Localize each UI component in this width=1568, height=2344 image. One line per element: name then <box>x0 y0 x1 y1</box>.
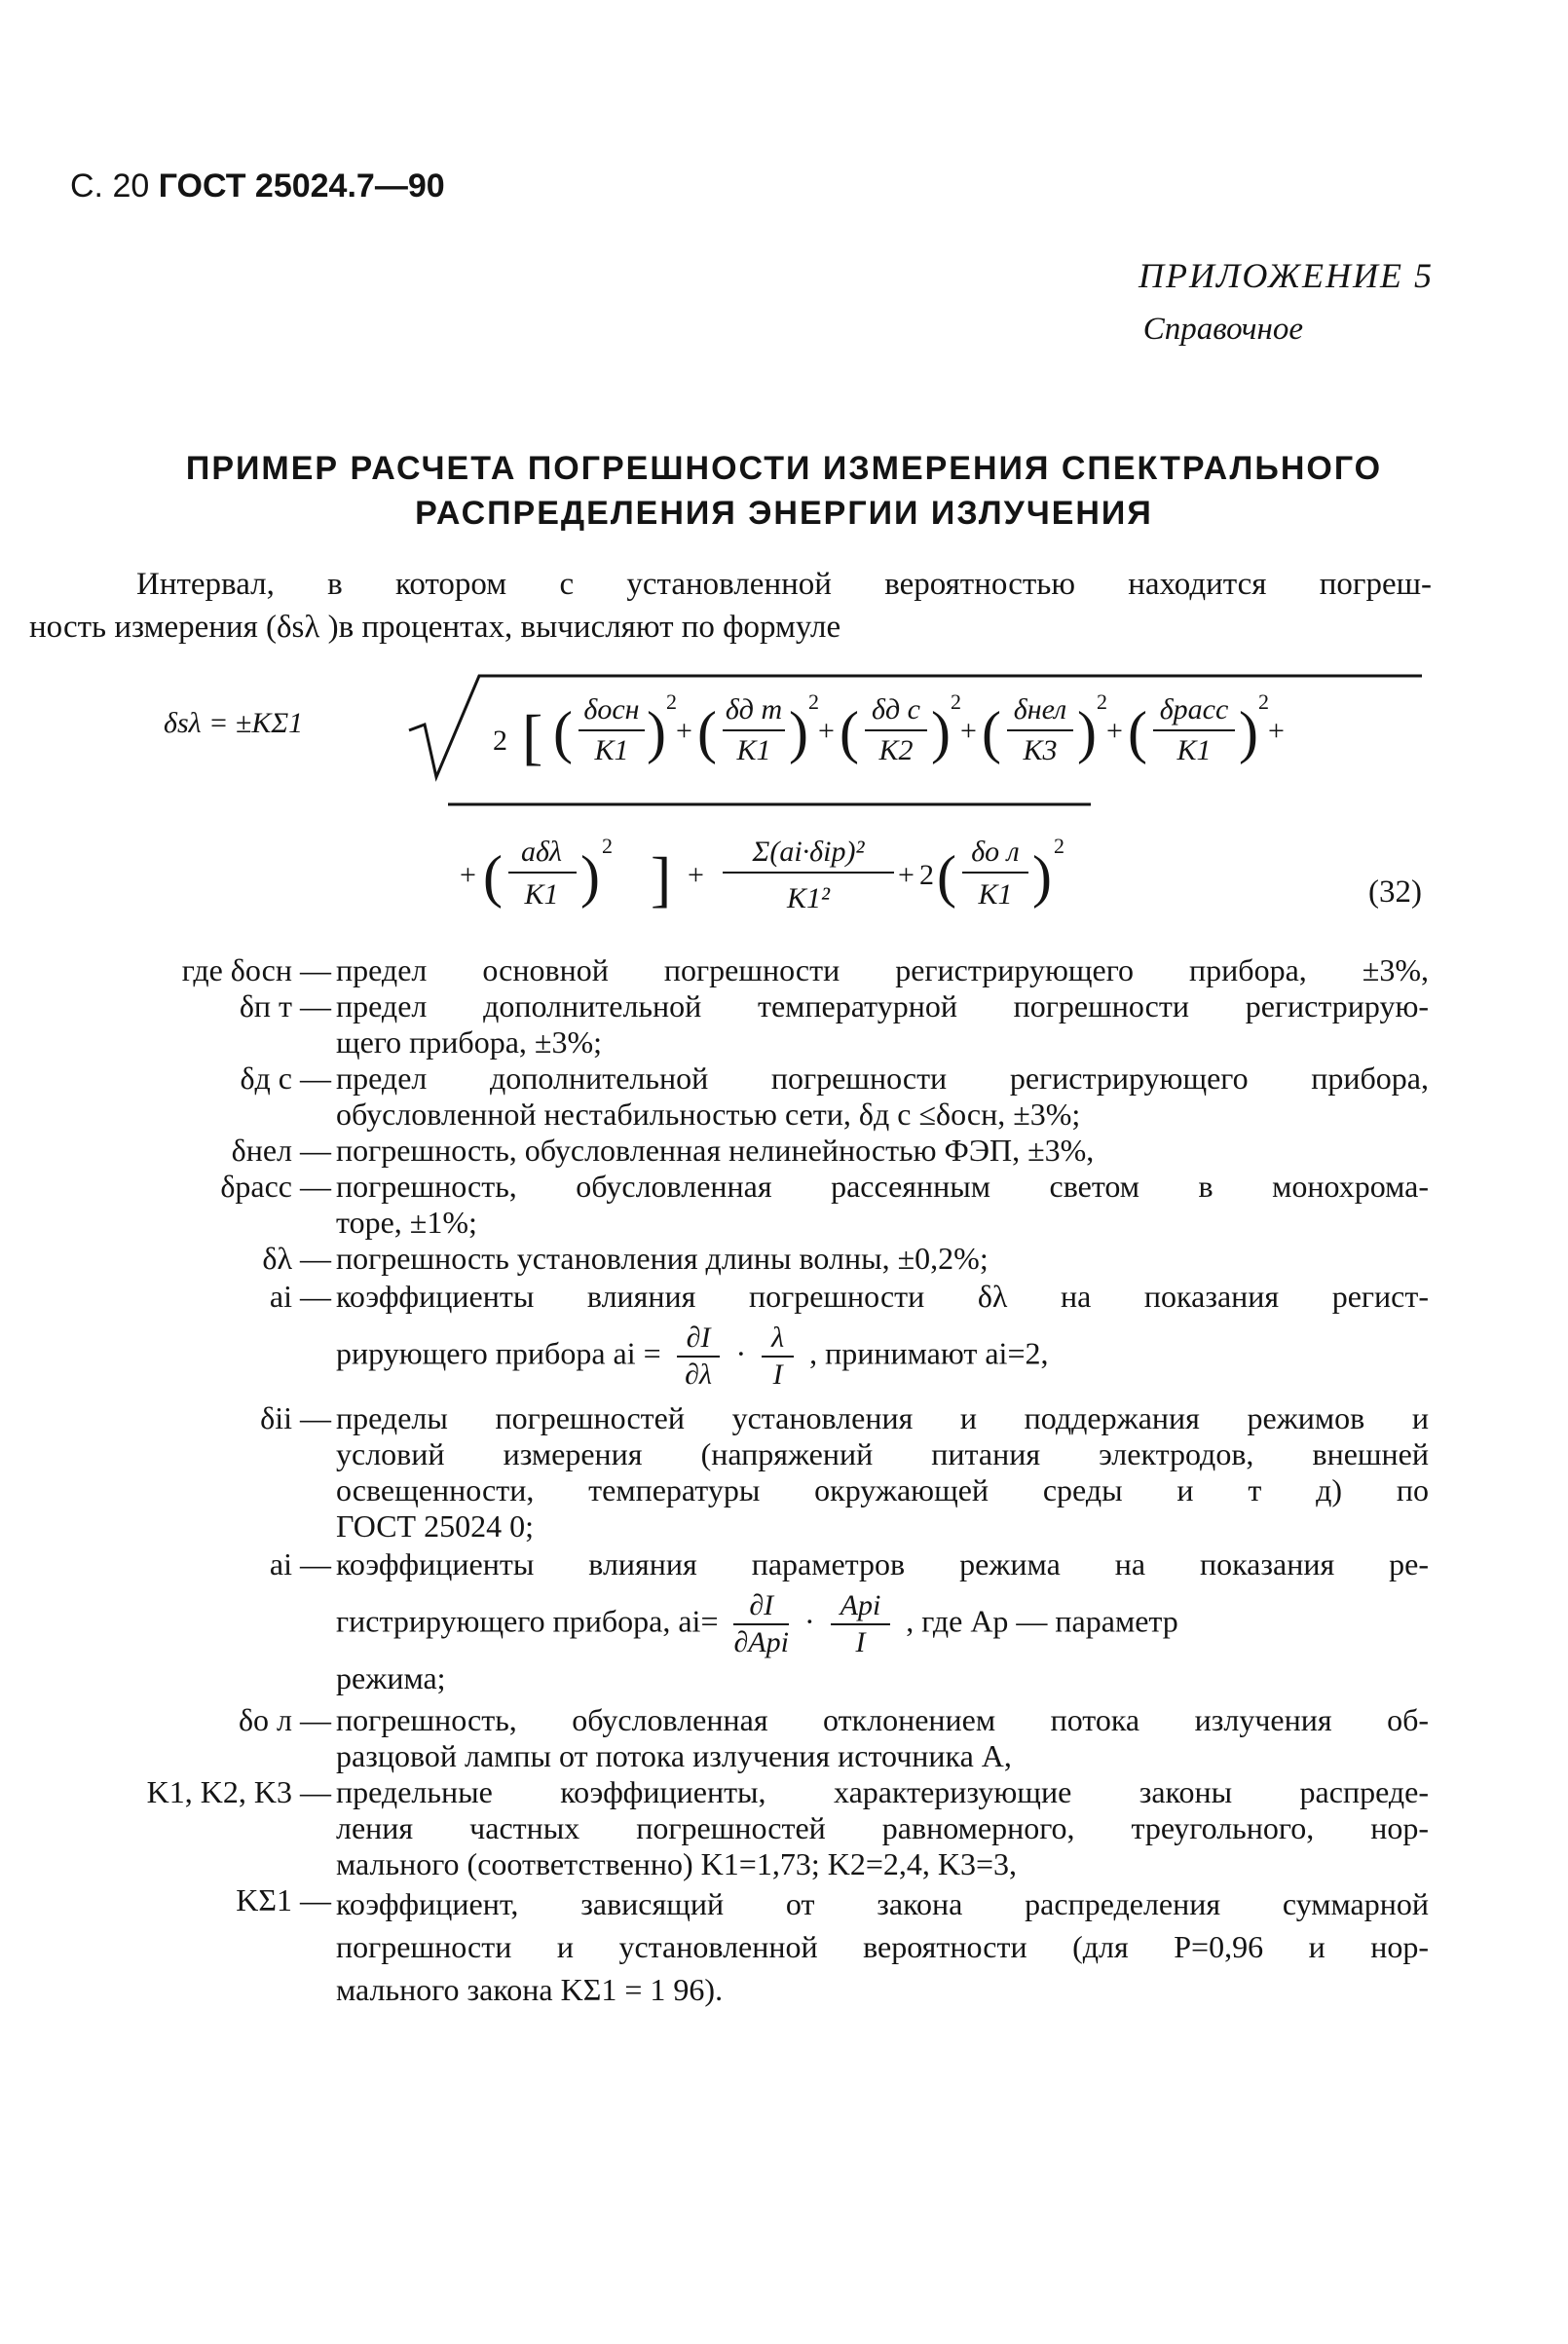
ap-fraction-1 <box>733 1588 788 1660</box>
bracket-close: ] <box>651 844 672 913</box>
definition-label: KΣ1 — <box>236 1882 331 1917</box>
paren-close-5: ) <box>1239 700 1258 764</box>
term3-num: δд с <box>872 693 920 726</box>
definition-text: погрешность установления длины волны, ±0,2%; <box>336 1241 989 1276</box>
page-header <box>70 167 445 205</box>
ai-fraction-2 <box>762 1321 794 1393</box>
sq-1: 2 <box>666 689 677 714</box>
definition-text: предел дополнительной погрешности регистрирующего прибора, <box>336 1060 1429 1096</box>
definition-label: δп т — <box>239 988 331 1023</box>
definition-text: предел основной погрешности регистрирующего прибора, ±3%, <box>336 952 1429 987</box>
plus-4: + <box>1106 715 1123 747</box>
paren-open-8: ( <box>937 844 956 909</box>
definition-text: разцовой лампы от потока излучения источника A, <box>336 1738 1012 1773</box>
definition-label: ai — <box>269 1279 331 1314</box>
definition-label: δрасс — <box>220 1169 331 1204</box>
definition-text: погрешность, обусловленная рассеянным светом в монохрома- <box>336 1169 1429 1204</box>
term3-den: K2 <box>878 734 914 766</box>
ap-f1-num: ∂I <box>733 1588 788 1625</box>
paren-open-2: ( <box>697 700 717 764</box>
definition-text: освещенности, температуры окружающей среды и т д) по <box>336 1472 1429 1507</box>
definition-label: δλ — <box>262 1241 331 1276</box>
paren-open-3: ( <box>840 700 859 764</box>
plus-3: + <box>960 715 977 747</box>
equation-number: (32) <box>1368 874 1422 910</box>
ap-fraction-2 <box>831 1588 891 1660</box>
definition-text: ГОСТ 25024 0; <box>336 1508 534 1544</box>
ai-formula-suffix: , принимают ai=2, <box>809 1335 1049 1371</box>
bracket-open: [ <box>522 702 543 771</box>
definition-label: K1, K2, K3 — <box>146 1774 331 1809</box>
definition-text: ления частных погрешностей равномерного, треугольного, нор- <box>336 1810 1429 1845</box>
page-number: С. 20 <box>70 167 150 205</box>
formula-lhs: δsλ = ±KΣ1 <box>164 707 304 739</box>
plus-7: + <box>688 859 704 891</box>
paren-open-6: ( <box>483 844 503 909</box>
ai-f2-num: λ <box>762 1321 794 1358</box>
ap-f2-num: Api <box>831 1588 891 1625</box>
definition-label: δнел — <box>231 1133 331 1168</box>
sq-8: 2 <box>1054 834 1064 858</box>
plus-1: + <box>676 715 692 747</box>
ai-formula-prefix: рирующего прибора ai = <box>336 1335 661 1371</box>
intro-line-2: ность измерения (δsλ )в процентах, вычисляют по формуле <box>29 610 841 645</box>
paren-close-1: ) <box>647 700 666 764</box>
formula-coef: 2 <box>493 725 507 757</box>
definition-text: погрешность, обусловленная нелинейностью ФЭП, ±3%, <box>336 1133 1095 1168</box>
paren-close-2: ) <box>789 700 808 764</box>
definition-text: коэффициенты влияния параметров режима на показания ре- <box>336 1546 1429 1581</box>
definition-text: погрешность, обусловленная отклонением потока излучения об- <box>336 1702 1429 1737</box>
sq-2: 2 <box>808 689 819 714</box>
formula-32 <box>0 662 1568 974</box>
document-title-line-1: ПРИМЕР РАСЧЕТА ПОГРЕШНОСТИ ИЗМЕРЕНИЯ СПЕКТРАЛЬНОГО <box>185 450 1383 487</box>
appendix-subtitle: Справочное <box>1142 312 1303 347</box>
paren-close-6: ) <box>580 844 600 909</box>
formula-coef-2: 2 <box>919 859 934 891</box>
definition-text: погрешности и установленной вероятности (для P=0,96 и нор- <box>336 1929 1429 1964</box>
intro-paragraph <box>29 563 1432 649</box>
definition-text: обусловленной нестабильностью сети, δд с ≤δосн, ±3%; <box>336 1097 1081 1132</box>
ai-f1-den: ∂λ <box>685 1358 712 1391</box>
document-title-line-2: РАСПРЕДЕЛЕНИЯ ЭНЕРГИИ ИЗЛУЧЕНИЯ <box>415 495 1153 532</box>
sq-3: 2 <box>951 689 961 714</box>
definition-text: условий измерения (напряжений питания электродов, внешней <box>336 1436 1429 1471</box>
term8-num: δо л <box>971 836 1020 868</box>
term5-den: K1 <box>1176 734 1212 766</box>
term2-num: δд т <box>725 693 783 726</box>
definition-text: коэффициент, зависящий от закона распределения суммарной <box>336 1886 1429 1921</box>
definition-text: мального закона KΣ1 = 1 96). <box>336 1972 724 2007</box>
ap-formula-suffix: , где Aр — параметр <box>906 1603 1178 1639</box>
ap-formula-prefix: гистрирующего прибора, ai= <box>336 1603 719 1639</box>
definition-label: δо л — <box>238 1702 331 1737</box>
sq-4: 2 <box>1097 689 1107 714</box>
plus-5: + <box>1268 715 1285 747</box>
definition-text: коэффициенты влияния погрешности δλ на показания регист- <box>336 1279 1429 1314</box>
term5-num: δрасс <box>1159 693 1229 726</box>
term7-num: Σ(ai·δip)² <box>752 836 865 868</box>
ap-f1-den: ∂Api <box>733 1626 789 1658</box>
sq-5: 2 <box>1258 689 1269 714</box>
standard-number: ГОСТ 25024.7—90 <box>158 167 445 205</box>
definition-label: δд с — <box>240 1060 331 1096</box>
definition-text: мального (соответственно) K1=1,73; K2=2,4, K3=3, <box>336 1846 1018 1881</box>
term7-den: K1² <box>786 882 831 914</box>
term4-num: δнел <box>1013 693 1067 726</box>
ai-fraction-1 <box>677 1321 721 1393</box>
term2-den: K1 <box>736 734 771 766</box>
definition-label: δii — <box>260 1400 331 1435</box>
term1-num: δосн <box>583 693 640 726</box>
ai-f2-den: I <box>772 1358 783 1391</box>
ap-formula <box>336 1588 1429 1660</box>
definition-text: щего прибора, ±3%; <box>336 1024 603 1060</box>
ai-formula <box>336 1321 1429 1393</box>
plus-8: + <box>898 859 915 891</box>
ai-f1-num: ∂I <box>677 1321 721 1358</box>
ap-formula-tail: режима; <box>336 1660 446 1695</box>
definition-text: предел дополнительной температурной погрешности регистрирую- <box>336 988 1429 1023</box>
paren-close-8: ) <box>1032 844 1052 909</box>
sq-6: 2 <box>602 834 613 858</box>
paren-close-3: ) <box>931 700 951 764</box>
term6-den: K1 <box>524 878 559 911</box>
term1-den: K1 <box>594 734 629 766</box>
term6-num: aδλ <box>521 836 562 868</box>
appendix-title: ПРИЛОЖЕНИЕ 5 <box>1139 256 1434 295</box>
ap-f2-den: I <box>855 1626 866 1658</box>
ai-formula-dot: · <box>735 1335 747 1371</box>
paren-close-4: ) <box>1077 700 1097 764</box>
plus-6: + <box>460 859 476 891</box>
term4-den: K3 <box>1023 734 1058 766</box>
plus-2: + <box>818 715 835 747</box>
ap-formula-dot: · <box>803 1603 815 1639</box>
paren-open-5: ( <box>1128 700 1147 764</box>
definition-text: предельные коэффициенты, характеризующие законы распреде- <box>336 1774 1429 1809</box>
definition-label: ai — <box>269 1546 331 1581</box>
definition-text: пределы погрешностей установления и поддержания режимов и <box>336 1400 1429 1435</box>
intro-line-1: Интервал, в котором с установленной вероятностью находится погреш- <box>136 567 1432 602</box>
paren-open-4: ( <box>982 700 1001 764</box>
paren-open-1: ( <box>553 700 573 764</box>
term8-den: K1 <box>978 878 1013 911</box>
definition-text: торе, ±1%; <box>336 1205 477 1240</box>
definition-label: где δосн — <box>181 952 331 987</box>
